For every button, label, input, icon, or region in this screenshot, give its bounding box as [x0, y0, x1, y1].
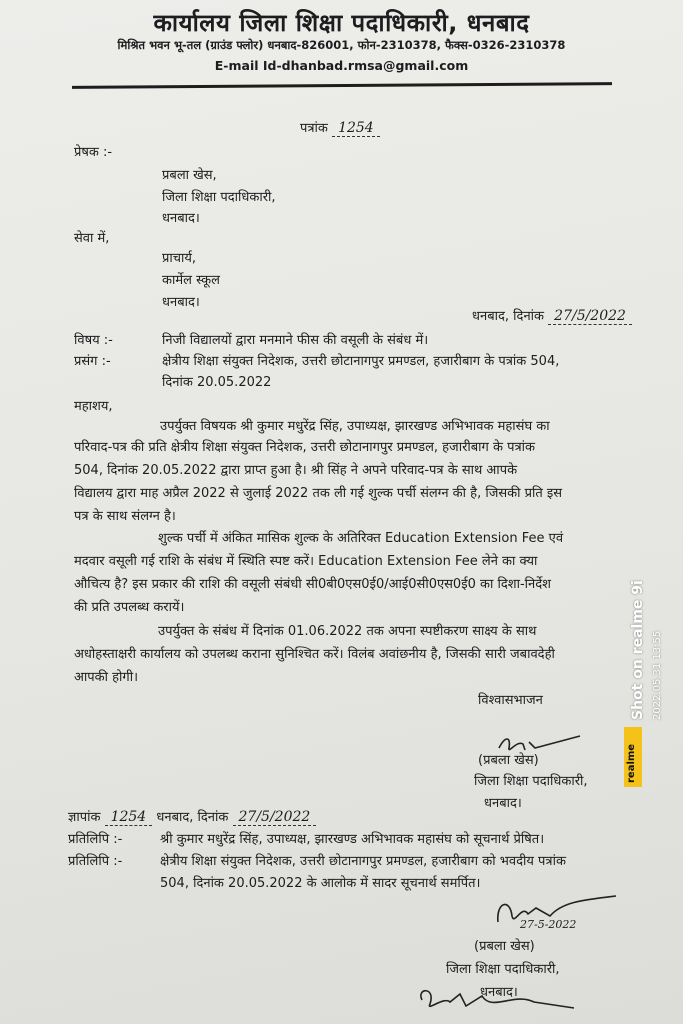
gyapank-line	[68, 807, 316, 825]
sender-place: धनबाद।	[162, 211, 200, 226]
patrank-label: पत्रांक	[300, 121, 328, 136]
signatory-name: (प्रबला खेस)	[478, 753, 539, 768]
para3-line-3: आपकी होगी।	[74, 670, 139, 685]
sender-name: प्रबला खेस,	[162, 168, 217, 183]
subject-text: निजी विद्यालयों द्वारा मनमाने फीस की वसूली के संबंध में।	[162, 333, 429, 348]
sender-label: प्रेषक :-	[74, 145, 113, 160]
copy-2-line-2: 504, दिनांक 20.05.2022 के आलोक में सादर सूचनार्थ समर्पित।	[160, 876, 481, 891]
copy-2-line-1: क्षेत्रीय शिक्षा संयुक्त निदेशक, उत्तरी छोटानागपुर प्रमण्डल, हजारीबाग को भवदीय पत्रांक	[160, 854, 566, 869]
signatory-designation: जिला शिक्षा पदाधिकारी,	[474, 774, 588, 789]
camera-timestamp: 2022.05.31 13:55	[652, 630, 663, 720]
sign-date: 27-5-2022	[520, 918, 577, 931]
endorsement-signatory-designation: जिला शिक्षा पदाधिकारी,	[446, 962, 560, 977]
endorsement-signatory-place: धनबाद।	[480, 985, 518, 1000]
realme-badge-text: realme	[626, 743, 637, 783]
closing: विश्वासभाजन	[478, 693, 543, 708]
gyapank-value: 1254	[105, 809, 153, 826]
reference-line-2: दिनांक 20.05.2022	[162, 375, 272, 390]
endorsement-date-label: धनबाद, दिनांक	[156, 810, 229, 825]
para2-line-3: औचित्य है? इस प्रकार की राशि की वसूली संबंधी सी0बी0एस0ई0/आई0सी0एस0ई0 का दिशा-निर्देश	[74, 577, 551, 592]
salutation: महाशय,	[74, 399, 113, 414]
date-label: धनबाद, दिनांक	[472, 309, 545, 324]
sender-designation: जिला शिक्षा पदाधिकारी,	[162, 190, 276, 205]
gyapank-label: ज्ञापांक	[68, 810, 101, 825]
patrank-value: 1254	[332, 120, 380, 137]
to-label: सेवा में,	[74, 231, 110, 246]
signatory-place: धनबाद।	[484, 796, 522, 811]
copy-1-line-1: श्री कुमार मधुरेंद्र सिंह, उपाध्यक्ष, झारखण्ड अभिभावक महासंघ को सूचनार्थ प्रेषित।	[160, 832, 545, 847]
para2-line-1: शुल्क पर्ची में अंकित मासिक शुल्क के अतिरिक्त Education Extension Fee एवं	[158, 531, 564, 546]
office-email: E-mail Id-dhanbad.rmsa@gmail.com	[214, 58, 469, 73]
para2-line-2: मदवार वसूली गई राशि के संबंध में स्थिति स्पष्ट करें। Education Extension Fee लेने का क्या	[74, 554, 538, 569]
subject-label: विषय :-	[74, 333, 113, 348]
reference-line-1: क्षेत्रीय शिक्षा संयुक्त निदेशक, उत्तरी छोटानागपुर प्रमण्डल, हजारीबाग के पत्रांक 504,	[162, 354, 560, 369]
copy-2-label: प्रतिलिपि :-	[68, 854, 123, 869]
endorsement-signatory-name: (प्रबला खेस)	[474, 939, 535, 954]
camera-watermark: Shot on realme 9i	[630, 580, 646, 720]
endorsement-date-value: 27/5/2022	[233, 809, 317, 826]
patrank-line	[300, 118, 380, 136]
para1-line-3: 504, दिनांक 20.05.2022 द्वारा प्राप्त हुआ है। श्री सिंह ने अपने परिवाद-पत्र के साथ आपके	[74, 463, 518, 478]
recipient-title: प्राचार्य,	[162, 251, 197, 266]
para3-line-2: अधोहस्ताक्षरी कार्यालय को उपलब्ध कराना सुनिश्चित करें। विलंब अवांछनीय है, जिसकी सारी जबावदेही	[74, 647, 555, 662]
office-title: कार्यालय जिला शिक्षा पदाधिकारी, धनबाद	[153, 9, 530, 37]
header-rule	[72, 82, 612, 89]
realme-badge	[624, 727, 642, 787]
signature-3	[414, 982, 584, 1020]
para1-line-2: परिवाद-पत्र की प्रति क्षेत्रीय शिक्षा संयुक्त निदेशक, उत्तरी छोटानागपुर प्रमण्डल, हजारीबाग के पत्रांक	[74, 440, 536, 455]
date-value: 27/5/2022	[548, 308, 632, 325]
recipient-school: कार्मेल स्कूल	[162, 273, 220, 288]
letter-date	[472, 306, 632, 324]
para2-line-4: की प्रति उपलब्ध करायें।	[74, 600, 185, 615]
copy-1-label: प्रतिलिपि :-	[68, 832, 123, 847]
para1-line-5: पत्र के साथ संलग्न है।	[74, 509, 176, 524]
para1-line-1: उपर्युक्त विषयक श्री कुमार मधुरेंद्र सिंह, उपाध्यक्ष, झारखण्ड अभिभावक महासंघ का	[160, 419, 550, 434]
office-address: मिश्रित भवन भू-तल (ग्राउंड फ्लोर) धनबाद-826001, फोन-2310378, फैक्स-0326-2310378	[117, 38, 566, 52]
reference-label: प्रसंग :-	[74, 354, 111, 369]
para3-line-1: उपर्युक्त के संबंध में दिनांक 01.06.2022 तक अपना स्पष्टीकरण साक्ष्य के साथ	[158, 624, 537, 639]
recipient-place: धनबाद।	[162, 295, 200, 310]
para1-line-4: विद्यालय द्वारा माह अप्रैल 2022 से जुलाई 2022 तक ली गई शुल्क पर्ची संलग्न की है, जिसकी प्रति इस	[74, 486, 563, 501]
